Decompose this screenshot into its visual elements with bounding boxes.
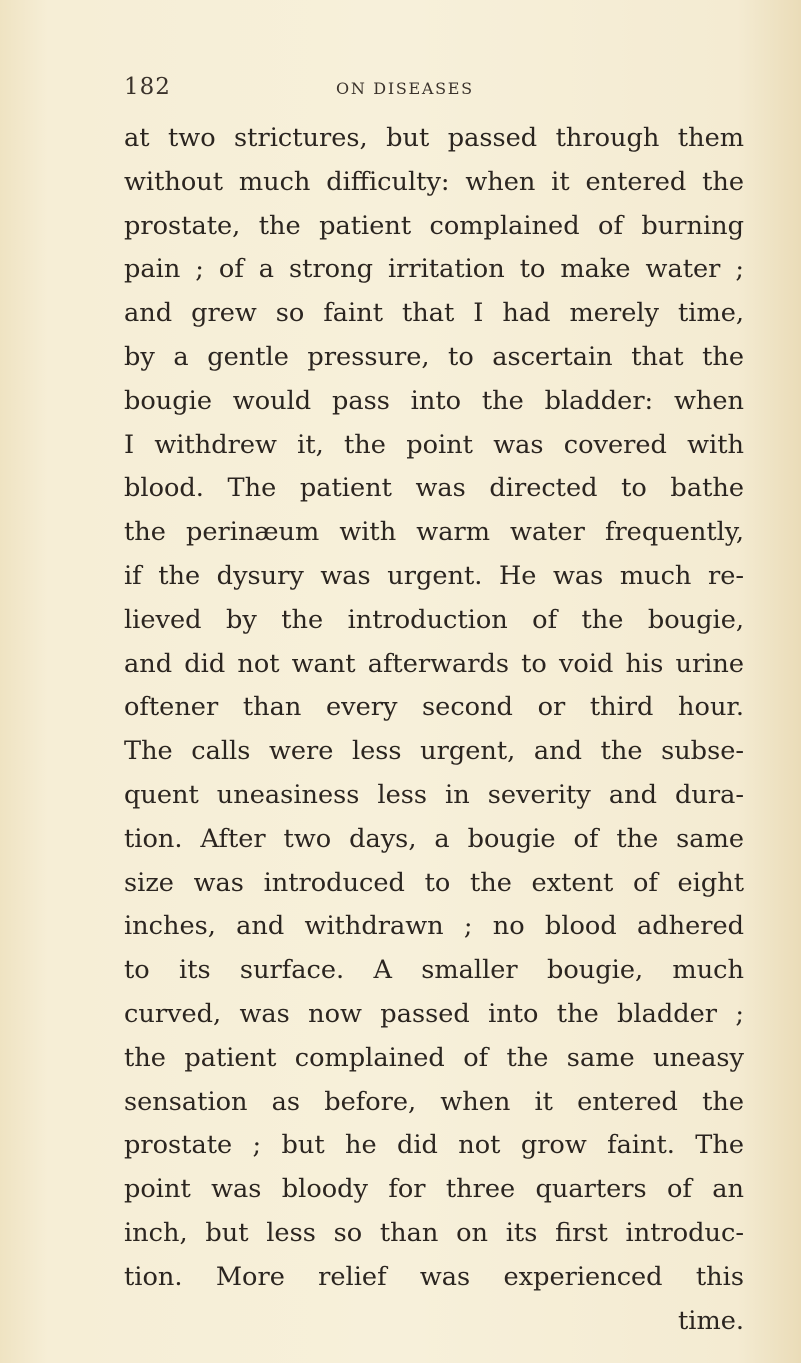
text-line: curved, was now passed into the bladder ; [124,998,744,1029]
text-line: prostate ; but he did not grow faint. The [124,1130,744,1161]
text-line: The calls were less urgent, and the subse- [124,736,744,767]
text-line: prostate, the patient complained of burning [124,210,744,241]
text-line: the perinæum with warm water frequently, [124,517,744,548]
text-line: to its surface. A smaller bougie, much [124,955,744,986]
running-head: ON DISEASES [336,79,474,98]
text-line: bougie would pass into the bladder: when [124,385,744,416]
body-text [124,117,744,1343]
text-line: I withdrew it, the point was covered with [124,429,744,460]
text-line: lieved by the introduction of the bougie, [124,604,744,635]
text-line: point was bloody for three quarters of an [124,1174,744,1205]
text-line: oftener than every second or third hour. [124,692,744,723]
text-line: inches, and withdrawn ; no blood adhered [124,911,744,942]
text-line: quent uneasiness less in severity and dura- [124,779,744,810]
text-line: and grew so faint that I had merely time, [124,298,744,329]
text-line: by a gentle pressure, to ascertain that the [124,341,744,372]
text-line: tion. After two days, a bougie of the same [124,823,744,854]
page-number: 182 [124,74,171,100]
text-line: pain ; of a strong irritation to make water ; [124,254,744,285]
page-header [124,74,724,104]
text-line: blood. The patient was directed to bathe [124,473,744,504]
text-line: and did not want afterwards to void his urine [124,648,744,679]
text-line: tion. More relief was experienced this [124,1261,744,1292]
text-line: the patient complained of the same uneasy [124,1042,744,1073]
text-line: sensation as before, when it entered the [124,1086,744,1117]
text-line: inch, but less so than on its first introduc- [124,1217,744,1248]
text-line-final: time. [677,1305,744,1336]
text-line: at two strictures, but passed through them [124,123,744,153]
text-line: size was introduced to the extent of eight [124,867,744,898]
text-line: if the dysury was urgent. He was much re- [124,560,744,591]
text-line: without much difficulty: when it entered the [124,166,744,197]
